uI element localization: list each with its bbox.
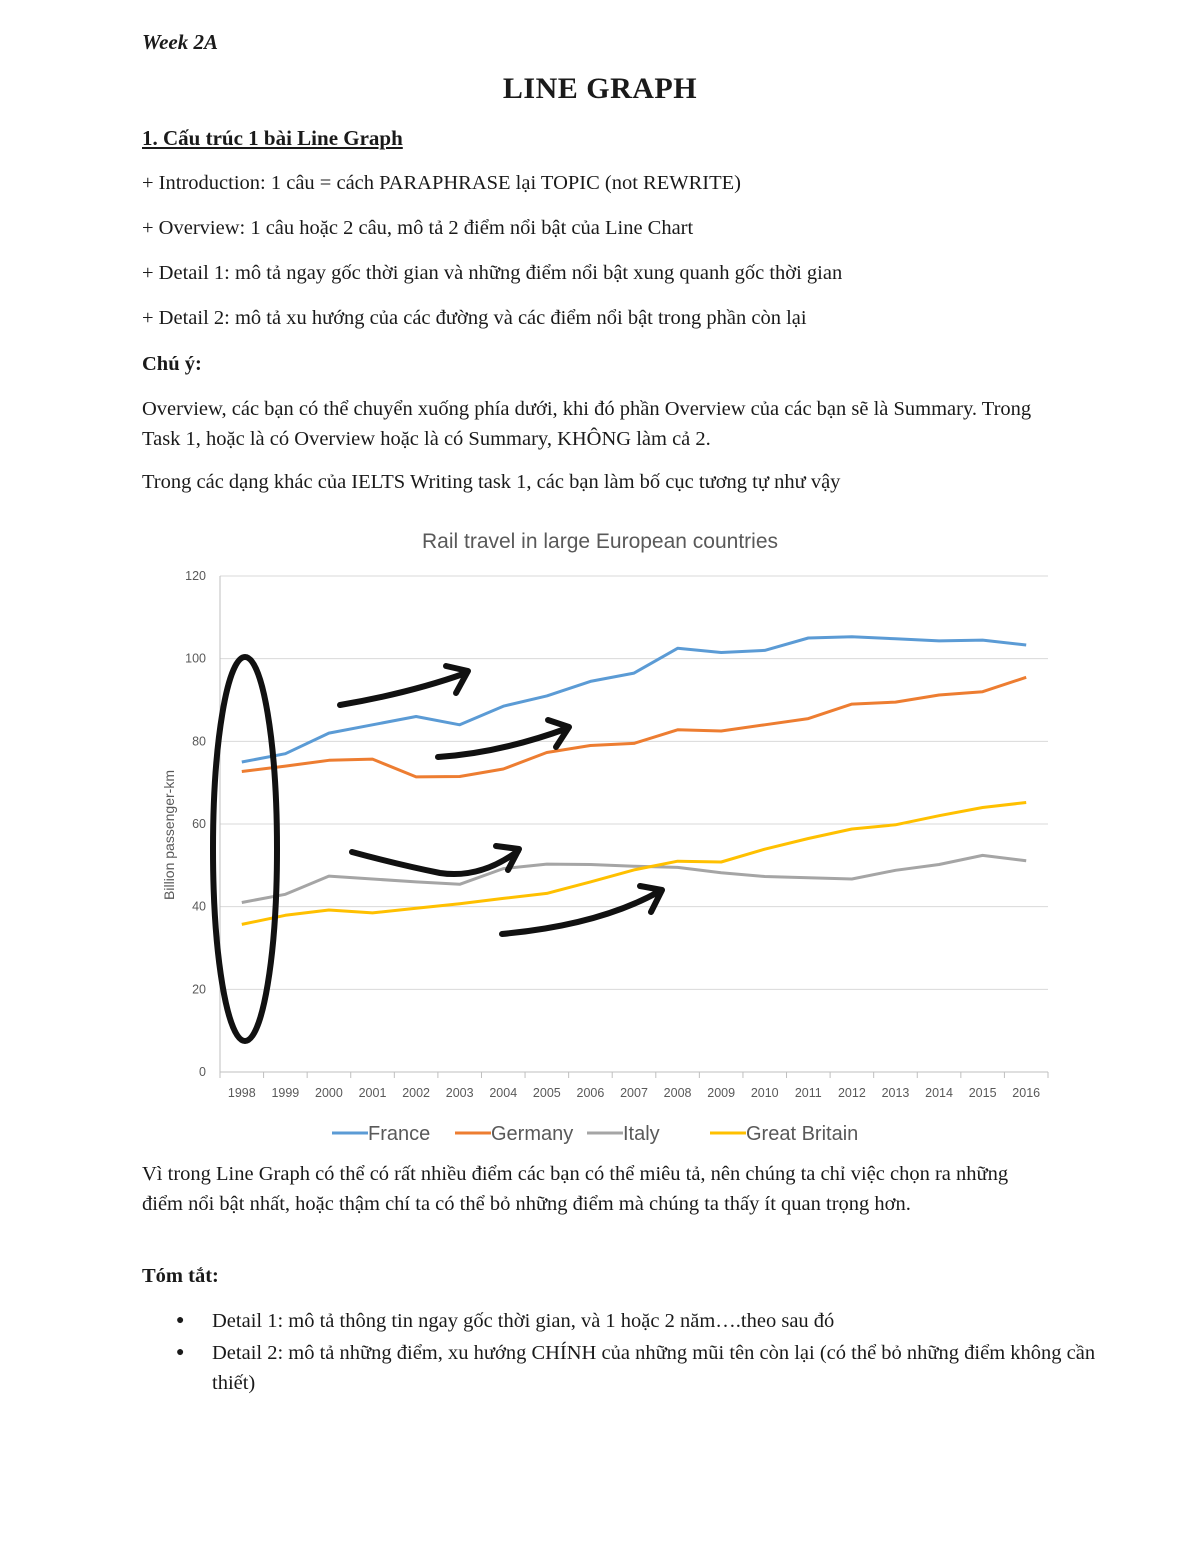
x-tick-label: 2011 (794, 1086, 822, 1100)
x-tick-label: 2008 (663, 1086, 692, 1100)
y-tick-label: 120 (185, 569, 206, 583)
y-tick-label: 0 (199, 1065, 206, 1079)
note-paragraph-1: Overview, các bạn có thể chuyển xuống phía dưới, khi đó phần Overview của các bạn sẽ là Summary. Trong Task 1, hoặc là có Overview hoặc là có Summary, KHÔNG làm cả 2. (142, 398, 1032, 450)
x-tick-label: 1999 (271, 1086, 300, 1100)
x-tick-label: 2002 (402, 1086, 431, 1100)
x-tick-label: 2007 (620, 1086, 648, 1100)
summary-item-detail-1: ● Detail 1: mô tả thông tin ngay gốc thời gian, và 1 hoặc 2 năm….theo sau đó (212, 1306, 1132, 1336)
legend-label-great-britain: Great Britain (746, 1123, 859, 1145)
x-tick-label: 2012 (837, 1086, 866, 1100)
chart-legend (332, 1123, 858, 1145)
y-axis-ticks (185, 569, 206, 1079)
legend-label-france: France (368, 1123, 431, 1145)
annotation-ellipse (213, 657, 277, 1041)
line-chart (150, 515, 1060, 1160)
x-tick-label: 2005 (532, 1086, 561, 1100)
y-tick-label: 20 (192, 982, 206, 997)
summary-item-detail-2: ● Detail 2: mô tả những điểm, xu hướng CHÍNH của những mũi tên còn lại (có thể bỏ những điểm không cần thiết) (212, 1338, 1132, 1398)
y-tick-label: 100 (185, 651, 206, 666)
section-heading: 1. Cấu trúc 1 bài Line Graph (142, 126, 403, 150)
x-tick-label: 2014 (925, 1086, 953, 1100)
annotation-arrow-italy (352, 851, 518, 874)
chart-series (242, 637, 1026, 925)
x-tick-label: 2004 (489, 1086, 518, 1100)
chart-grid (220, 576, 1048, 1072)
x-tick-label: 2000 (315, 1086, 343, 1100)
x-tick-label: 2016 (1012, 1086, 1041, 1100)
note-heading: Chú ý: (142, 353, 202, 375)
hand-annotations (213, 657, 662, 1041)
summary-list (142, 1306, 1132, 1400)
structure-line-detail-2: + Detail 2: mô tả xu hướng của các đường và các điểm nổi bật trong phần còn lại (142, 307, 807, 329)
y-tick-label: 60 (192, 817, 206, 831)
week-label: Week 2A (142, 30, 219, 54)
y-axis-label: Billion passenger-km (161, 770, 177, 900)
series-line-italy (242, 855, 1026, 902)
x-tick-label: 1998 (227, 1086, 256, 1100)
legend-label-germany: Germany (491, 1123, 574, 1145)
x-tick-label: 2015 (968, 1086, 997, 1100)
y-tick-label: 80 (192, 734, 206, 749)
annotation-arrow-britain (502, 891, 660, 934)
after-chart-paragraph: Vì trong Line Graph có thể có rất nhiều điểm các bạn có thể miêu tả, nên chúng ta chỉ việc chọn ra những điểm nổi bật nhất, hoặc thậm chí ta có thể bỏ những điểm mà chúng ta thấy ít quan trọng hơn. (142, 1163, 1009, 1215)
x-axis-ticks (220, 1072, 1048, 1100)
chart-title: Rail travel in large European countries (421, 530, 779, 553)
legend-label-italy: Italy (623, 1123, 660, 1145)
structure-line-introduction: + Introduction: 1 câu = cách PARAPHRASE lại TOPIC (not REWRITE) (142, 172, 741, 194)
x-tick-label: 2010 (750, 1086, 779, 1100)
note-paragraph-2: Trong các dạng khác của IELTS Writing task 1, các bạn làm bố cục tương tự như vậy (142, 471, 841, 493)
summary-heading: Tóm tắt: (142, 1265, 219, 1287)
x-tick-label: 2003 (445, 1086, 474, 1100)
x-tick-label: 2009 (707, 1086, 736, 1100)
x-tick-label: 2001 (358, 1086, 387, 1100)
x-tick-label: 2006 (576, 1086, 605, 1100)
structure-line-overview: + Overview: 1 câu hoặc 2 câu, mô tả 2 điểm nổi bật của Line Chart (142, 217, 694, 239)
structure-line-detail-1: + Detail 1: mô tả ngay gốc thời gian và những điểm nổi bật xung quanh gốc thời gian (142, 262, 843, 284)
page-title: LINE GRAPH (502, 72, 698, 105)
y-tick-label: 40 (192, 899, 206, 914)
x-tick-label: 2013 (881, 1086, 910, 1100)
annotation-arrow-france (340, 673, 466, 705)
